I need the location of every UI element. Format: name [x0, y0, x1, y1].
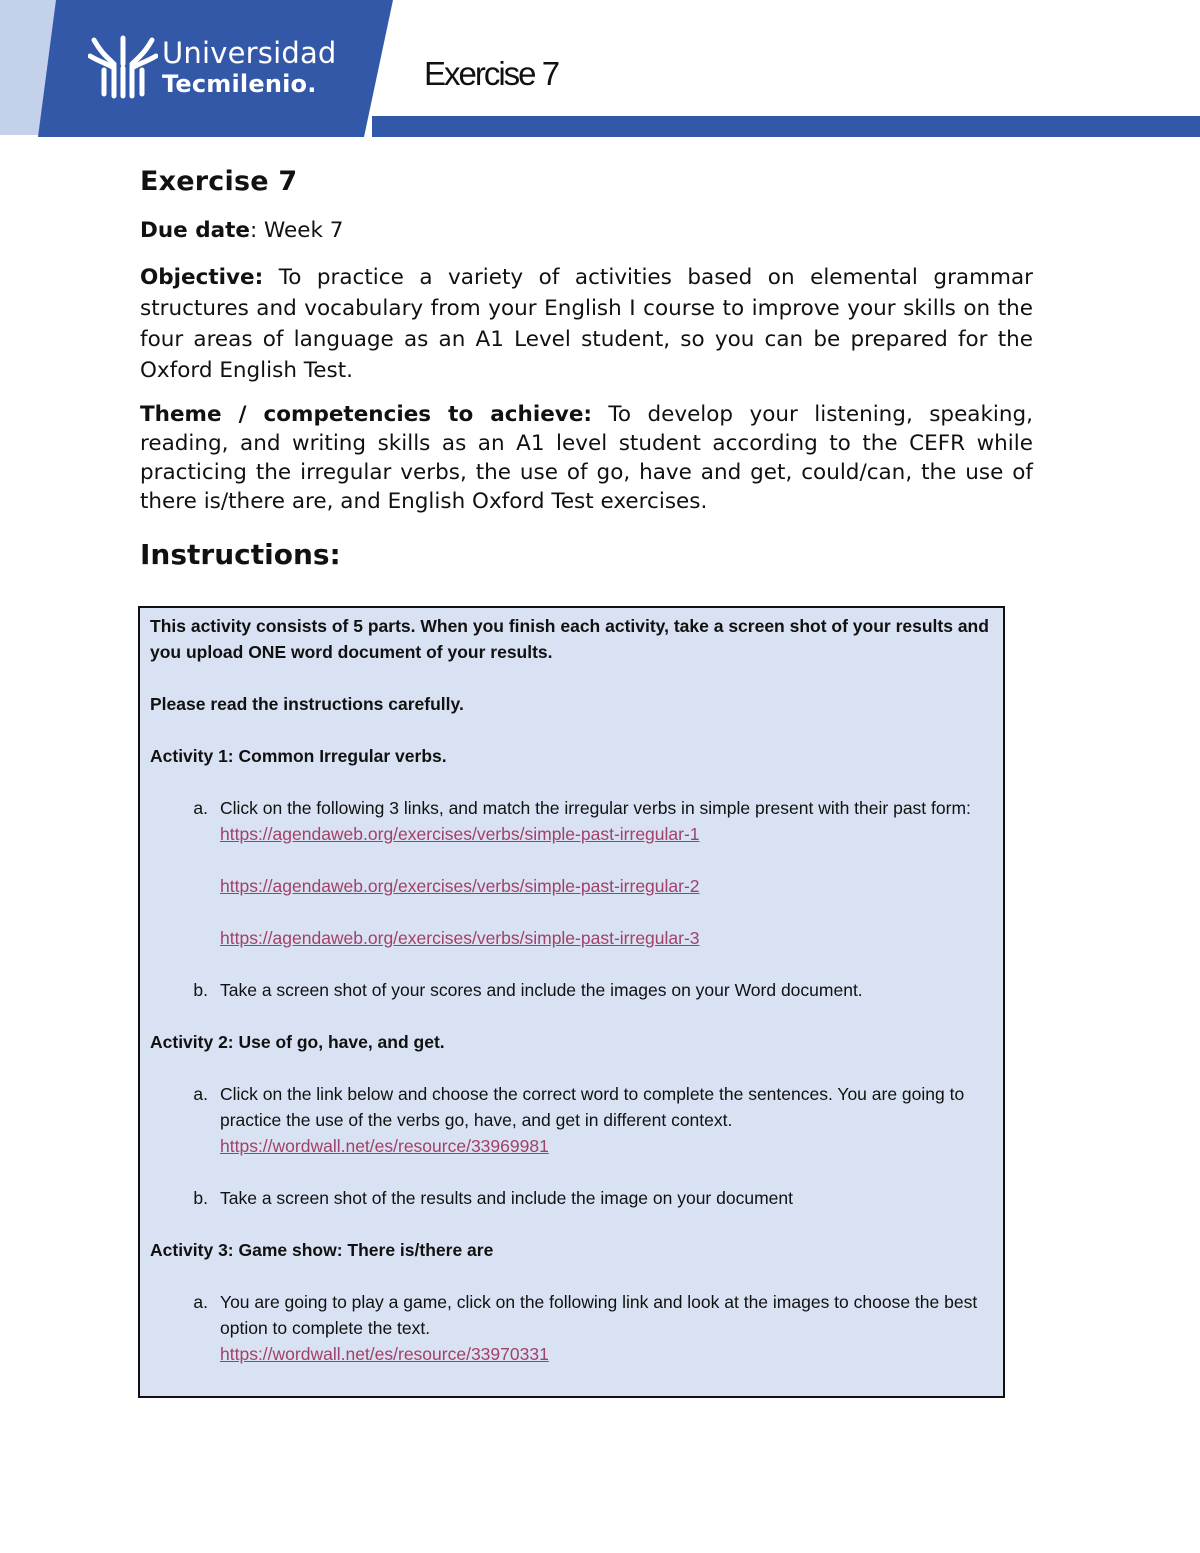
theme-label: Theme / competencies to achieve:: [140, 402, 592, 427]
logo-text-tecmilenio: Tecmilenio.: [162, 70, 317, 98]
theme-text: To develop your listening, speaking, reading, and writing skills as an A1 level student according to the CEFR while practicing the irregular verbs, the use of go, have and get, could/can, the use of there is/there are, and English Oxford Test exercises.: [140, 402, 1033, 514]
list-marker: a.: [193, 1084, 208, 1104]
header-title: Exercise 7: [424, 55, 559, 92]
instructions-box: [138, 606, 1005, 1398]
activity1-link-2[interactable]: https://agendaweb.org/exercises/verbs/simple-past-irregular-2: [220, 876, 700, 896]
header-bar: [372, 116, 1200, 137]
box-read-carefully: Please read the instructions carefully.: [150, 694, 464, 714]
activity1-step-b: [150, 977, 993, 1003]
instructions-heading: Instructions:: [140, 538, 341, 571]
activity1-title: Activity 1: Common Irregular verbs.: [150, 746, 447, 766]
activity1-step-a: [150, 795, 993, 951]
activity3-title: Activity 3: Game show: There is/there are: [150, 1240, 494, 1260]
activity1-link-1[interactable]: https://agendaweb.org/exercises/verbs/simple-past-irregular-1: [220, 824, 700, 844]
tecmilenio-logo-icon: [88, 34, 158, 100]
activity2-step-a: [150, 1081, 993, 1159]
activity1-step-b-text: Take a screen shot of your scores and include the images on your Word document.: [220, 980, 863, 1000]
activity3-link[interactable]: https://wordwall.net/es/resource/33970331: [220, 1344, 549, 1364]
activity1-step-a-text: Click on the following 3 links, and match the irregular verbs in simple present with their past form:: [220, 798, 971, 818]
list-marker: a.: [193, 798, 208, 818]
logo-text-universidad: Universidad: [162, 36, 337, 70]
due-date-value: : Week 7: [249, 218, 344, 243]
objective: [140, 262, 1033, 386]
activity2-link[interactable]: https://wordwall.net/es/resource/33969981: [220, 1136, 549, 1156]
list-marker: b.: [193, 1188, 208, 1208]
objective-label: Objective:: [140, 265, 264, 290]
list-marker: a.: [193, 1292, 208, 1312]
theme-competencies: [140, 400, 1033, 516]
activity2-step-b-text: Take a screen shot of the results and include the image on your document: [220, 1188, 793, 1208]
activity3-step-a: [150, 1289, 993, 1367]
document-body: [140, 166, 1033, 571]
due-date: [140, 215, 1033, 246]
activity2-step-a-text: Click on the link below and choose the correct word to complete the sentences. You are going to practice the use of the verbs go, have, and get in different context.: [220, 1084, 965, 1130]
list-marker: b.: [193, 980, 208, 1000]
page-title: Exercise 7: [140, 166, 298, 197]
activity2-step-b: [150, 1185, 993, 1211]
box-intro: This activity consists of 5 parts. When you finish each activity, take a screen shot of your results and you upload ONE word document of your results.: [150, 616, 989, 662]
objective-text: To practice a variety of activities based on elemental grammar structures and vocabulary from your English I course to improve your skills on the four areas of language as an A1 Level student, so you can be prepared for the Oxford English Test.: [140, 265, 1033, 383]
due-date-label: Due date: [140, 218, 250, 243]
activity2-title: Activity 2: Use of go, have, and get.: [150, 1032, 445, 1052]
activity3-step-a-text: You are going to play a game, click on the following link and look at the images to choose the best option to complete the text.: [220, 1292, 978, 1338]
activity1-link-3[interactable]: https://agendaweb.org/exercises/verbs/simple-past-irregular-3: [220, 928, 700, 948]
